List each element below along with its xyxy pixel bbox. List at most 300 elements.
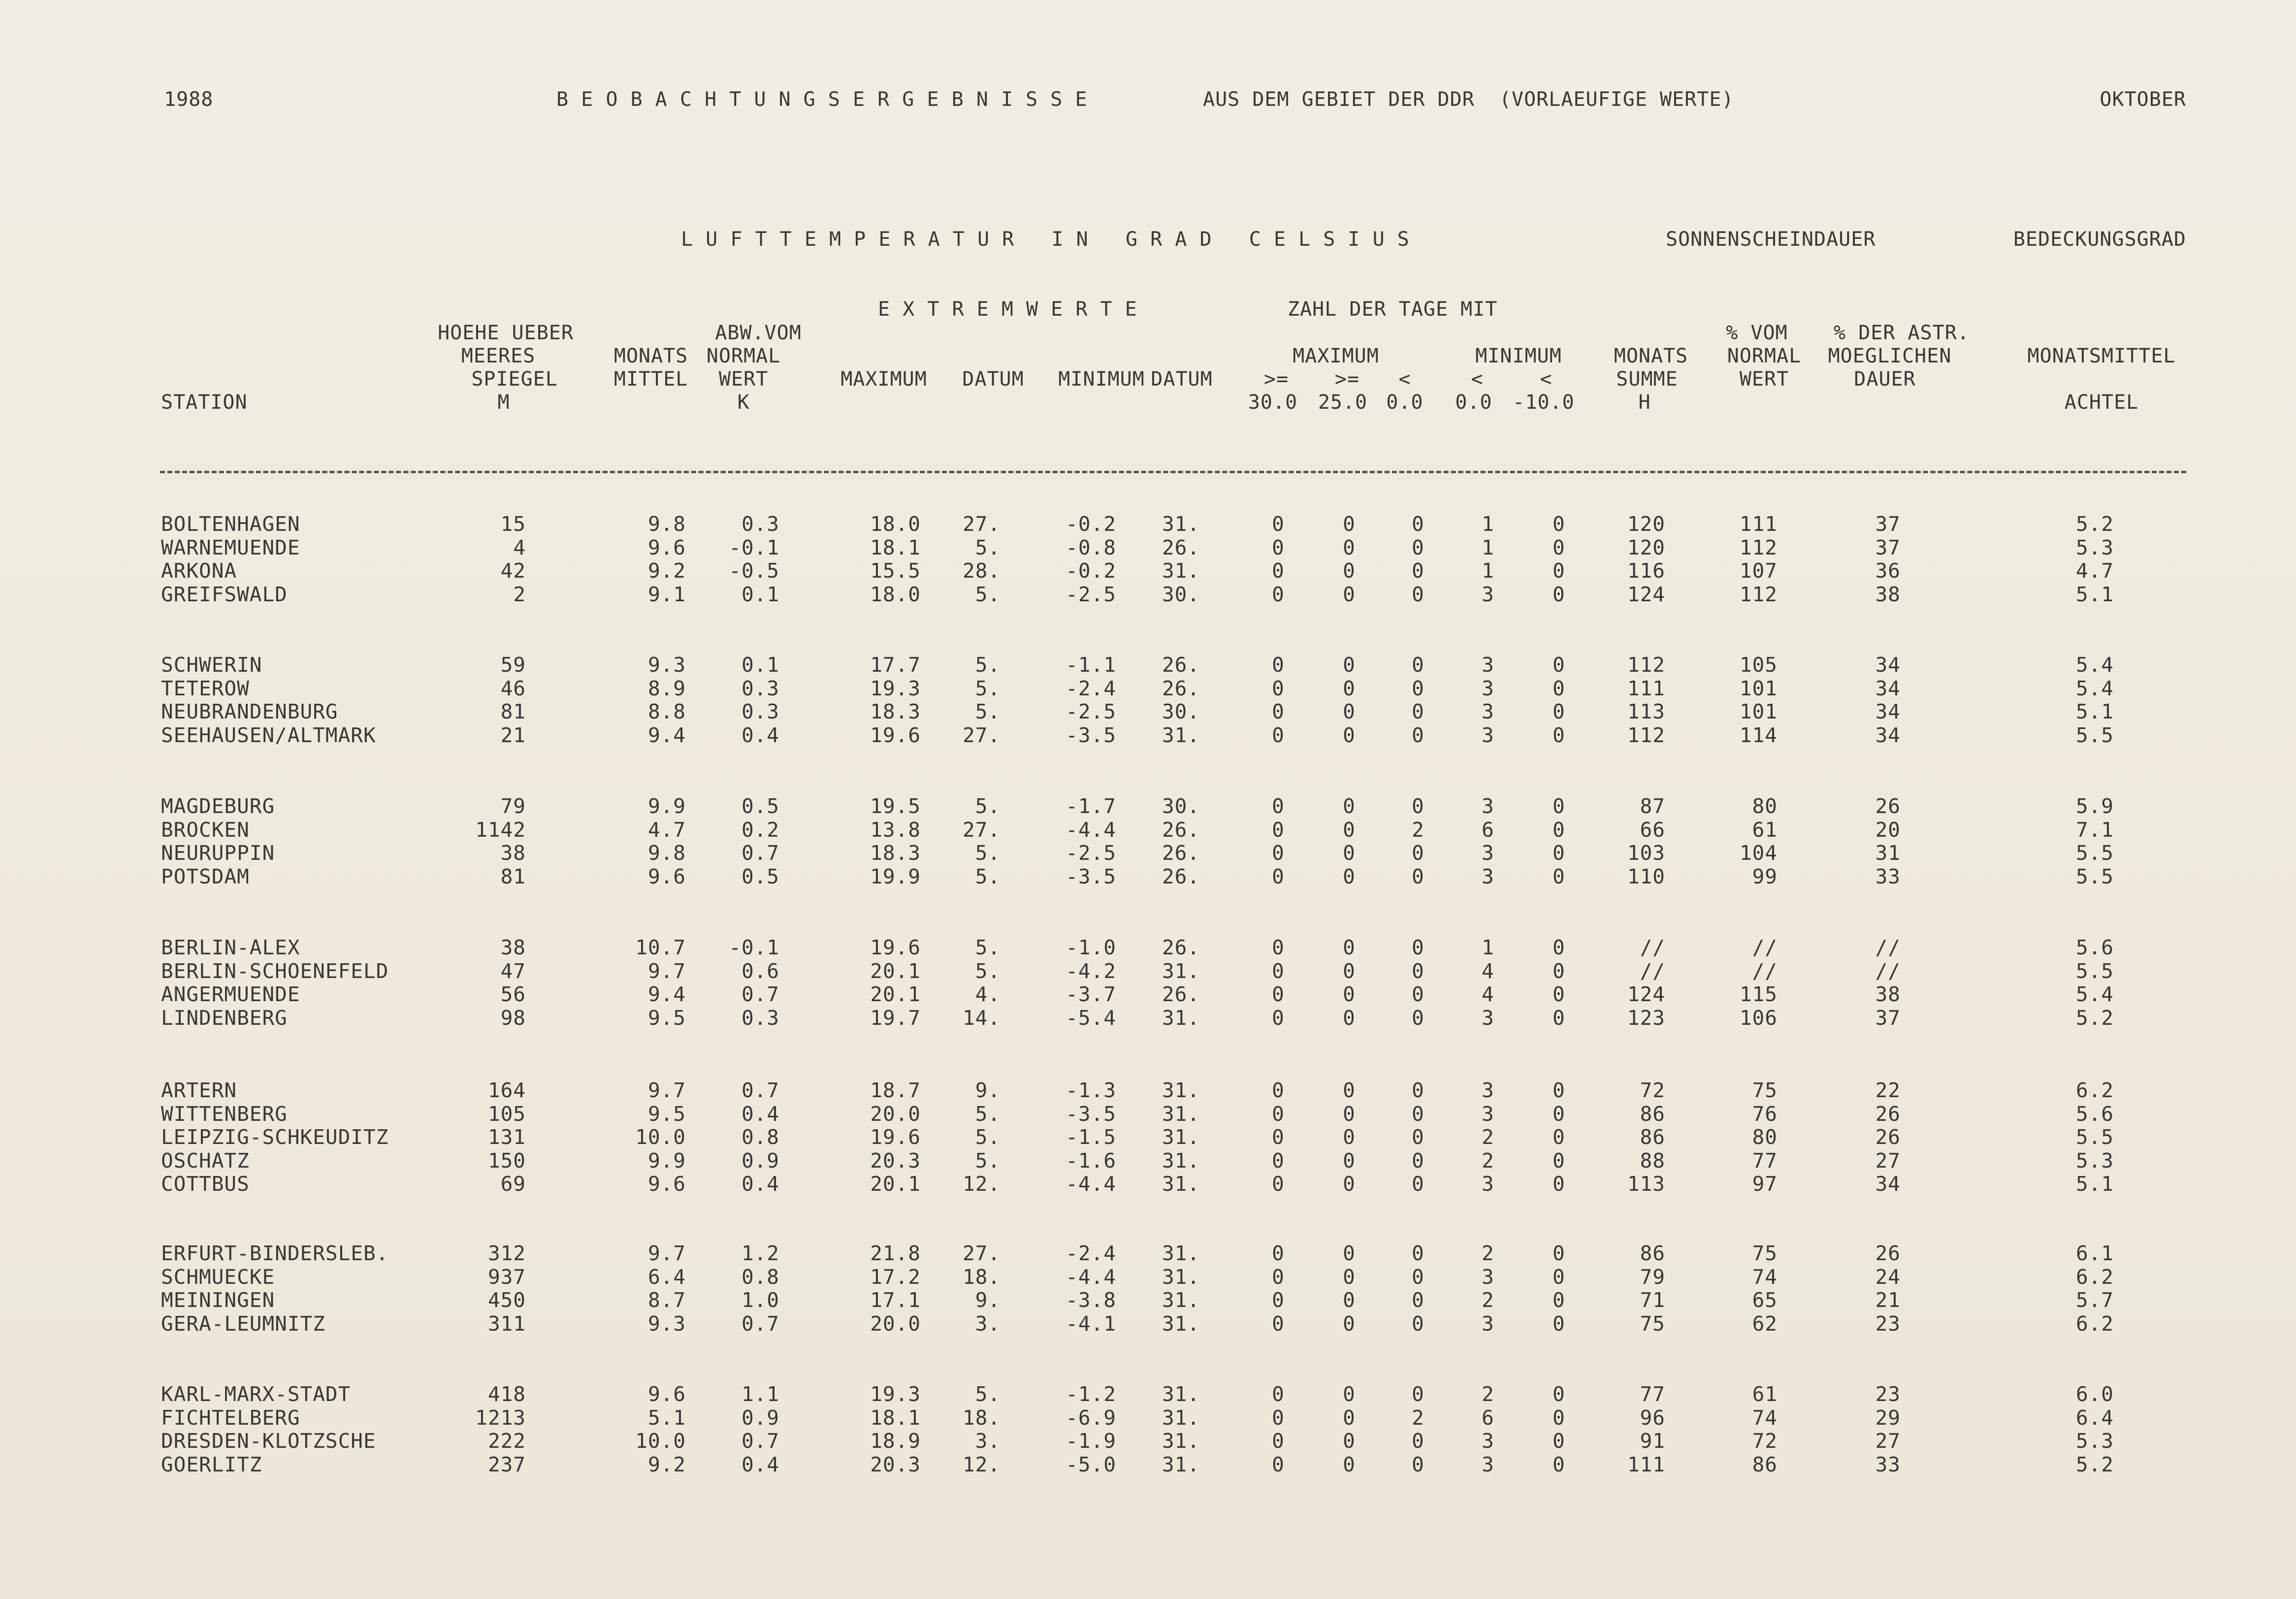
cell-sun-sum: 112 [1627, 653, 1665, 677]
cell-days-max-lt0: 0 [1412, 1148, 1424, 1173]
cell-maximum: 19.3 [870, 676, 921, 700]
cell-max-date: 18. [962, 1265, 1001, 1289]
cell-max-date: 5. [975, 864, 1001, 888]
cell-days-ge25: 0 [1343, 817, 1356, 842]
cell-days-min-lt0: 2 [1482, 1125, 1494, 1149]
cell-deviation: 0.4 [741, 1452, 779, 1476]
col-sunshine-sum-2: SUMME [1616, 368, 1678, 391]
cell-max-date: 5. [975, 582, 1001, 606]
op-lt-0-min: < [1471, 368, 1484, 391]
day-counts-heading: ZAHL DER TAGE MIT [1288, 298, 1498, 321]
cell-cloud-mean: 5.4 [2075, 982, 2114, 1006]
cell-sun-pct-normal: // [1752, 936, 1778, 959]
cell-sun-pct-astr: 26 [1875, 1102, 1901, 1126]
cell-station: NEUBRANDENBURG [161, 700, 338, 723]
cell-max-date: 5. [975, 841, 1001, 865]
cell-monthly-mean: 9.5 [647, 1102, 686, 1126]
cell-max-date: 5. [975, 676, 1001, 700]
op-lt-0-max: < [1398, 368, 1411, 391]
cell-cloud-mean: 6.0 [2075, 1382, 2114, 1406]
cell-elevation: 164 [487, 1078, 526, 1102]
cell-min-date: 26. [1162, 535, 1200, 559]
cell-days-min-lt0: 3 [1482, 1102, 1494, 1126]
cell-days-min-ltm10: 0 [1552, 1172, 1565, 1196]
op-ge-25: >= [1334, 368, 1360, 391]
cell-days-min-ltm10: 0 [1552, 1006, 1565, 1030]
cell-days-ge25: 0 [1343, 1265, 1356, 1289]
cell-station: SCHMUECKE [161, 1265, 275, 1289]
cell-sun-pct-normal: 75 [1752, 1241, 1778, 1265]
cell-monthly-mean: 9.8 [647, 512, 686, 536]
cell-max-date: 5. [975, 1148, 1001, 1173]
cell-minimum: -1.2 [1066, 1382, 1116, 1406]
cell-station: ANGERMUENDE [161, 982, 300, 1006]
cell-min-date: 31. [1162, 1125, 1200, 1149]
cell-days-min-ltm10: 0 [1552, 582, 1565, 606]
cell-days-ge25: 0 [1343, 1006, 1356, 1030]
cell-days-min-ltm10: 0 [1552, 817, 1565, 842]
cell-days-min-lt0: 1 [1482, 936, 1494, 959]
cell-days-ge25: 0 [1343, 1311, 1356, 1336]
cell-min-date: 31. [1162, 512, 1200, 536]
cell-days-min-lt0: 3 [1482, 794, 1494, 818]
cell-minimum: -4.1 [1066, 1311, 1116, 1336]
cell-sun-sum: 113 [1627, 1172, 1665, 1196]
cell-sun-pct-astr: 24 [1875, 1265, 1901, 1289]
cell-days-ge25: 0 [1343, 1078, 1356, 1102]
cell-station: ARTERN [161, 1078, 237, 1102]
cell-days-ge30: 0 [1272, 1078, 1285, 1102]
cell-days-min-lt0: 3 [1482, 1078, 1494, 1102]
col-days-minimum: MINIMUM [1475, 345, 1562, 367]
cell-deviation: 0.7 [741, 1429, 779, 1453]
cell-maximum: 18.0 [870, 512, 921, 536]
cell-deviation: 0.5 [741, 794, 779, 818]
cell-days-ge30: 0 [1272, 723, 1285, 747]
cell-days-min-lt0: 1 [1482, 535, 1494, 559]
cell-days-ge30: 0 [1272, 817, 1285, 842]
cell-sun-sum: 71 [1640, 1288, 1665, 1312]
cell-maximum: 18.1 [870, 535, 921, 559]
cell-sun-pct-astr: 20 [1875, 817, 1901, 842]
cell-minimum: -3.8 [1066, 1288, 1116, 1312]
cell-sun-sum: 77 [1640, 1382, 1665, 1406]
cell-days-min-lt0: 3 [1482, 864, 1494, 888]
cell-min-date: 31. [1162, 1148, 1200, 1173]
cell-maximum: 20.1 [870, 1172, 921, 1196]
cell-monthly-mean: 9.7 [647, 1078, 686, 1102]
cell-minimum: -2.4 [1066, 1241, 1116, 1265]
cell-elevation: 81 [500, 700, 526, 723]
cell-elevation: 15 [500, 512, 526, 536]
cell-days-ge25: 0 [1343, 959, 1356, 983]
cell-minimum: -3.5 [1066, 723, 1116, 747]
cell-elevation: 450 [487, 1288, 526, 1312]
cell-monthly-mean: 9.9 [647, 794, 686, 818]
cell-station: DRESDEN-KLOTZSCHE [161, 1429, 376, 1453]
col-elevation: HOEHE UEBER [438, 322, 574, 344]
cell-elevation: 38 [500, 936, 526, 959]
cell-station: ARKONA [161, 559, 237, 583]
cell-max-date: 28. [962, 559, 1001, 583]
cell-max-date: 3. [975, 1429, 1001, 1453]
col-minimum: MINIMUM [1058, 368, 1145, 391]
header-rule [160, 471, 2186, 473]
cell-max-date: 12. [962, 1172, 1001, 1196]
cell-cloud-mean: 5.1 [2075, 700, 2114, 723]
cell-minimum: -0.2 [1066, 512, 1116, 536]
cell-max-date: 3. [975, 1311, 1001, 1336]
cell-days-ge30: 0 [1272, 982, 1285, 1006]
cell-monthly-mean: 9.4 [647, 723, 686, 747]
cell-maximum: 18.7 [870, 1078, 921, 1102]
cell-days-min-ltm10: 0 [1552, 723, 1565, 747]
cell-days-ge30: 0 [1272, 1241, 1285, 1265]
cell-deviation: 0.5 [741, 864, 779, 888]
cell-sun-pct-astr: 26 [1875, 1241, 1901, 1265]
cell-days-ge30: 0 [1272, 1148, 1285, 1173]
cell-min-date: 31. [1162, 1006, 1200, 1030]
cell-sun-pct-normal: 114 [1739, 723, 1778, 747]
cell-elevation: 1142 [475, 817, 526, 842]
op-ge-30: >= [1263, 368, 1289, 391]
cell-monthly-mean: 9.7 [647, 1241, 686, 1265]
cell-maximum: 20.0 [870, 1102, 921, 1126]
cell-sun-sum: 96 [1640, 1405, 1665, 1430]
air-temperature-heading: L U F T T E M P E R A T U R I N G R A D C E L S I U S [681, 228, 1410, 251]
cell-days-min-lt0: 4 [1482, 959, 1494, 983]
cell-cloud-mean: 5.6 [2075, 1102, 2114, 1126]
threshold-25: 25.0 [1318, 391, 1368, 414]
cell-min-date: 31. [1162, 1102, 1200, 1126]
cell-days-min-ltm10: 0 [1552, 1102, 1565, 1126]
cell-days-ge30: 0 [1272, 794, 1285, 818]
cell-minimum: -1.6 [1066, 1148, 1116, 1173]
cell-days-min-ltm10: 0 [1552, 936, 1565, 959]
cell-min-date: 31. [1162, 559, 1200, 583]
cell-days-max-lt0: 0 [1412, 676, 1424, 700]
cell-days-max-lt0: 0 [1412, 582, 1424, 606]
cell-monthly-mean: 9.5 [647, 1006, 686, 1030]
cell-station: NEURUPPIN [161, 841, 275, 865]
cell-deviation: 0.2 [741, 817, 779, 842]
cell-min-date: 26. [1162, 936, 1200, 959]
cell-days-max-lt0: 0 [1412, 1382, 1424, 1406]
cell-sun-sum: 87 [1640, 794, 1665, 818]
cell-minimum: -2.4 [1066, 676, 1116, 700]
cell-sun-pct-astr: 22 [1875, 1078, 1901, 1102]
cell-days-min-ltm10: 0 [1552, 676, 1565, 700]
cell-days-min-ltm10: 0 [1552, 535, 1565, 559]
cell-elevation: 98 [500, 1006, 526, 1030]
cell-monthly-mean: 9.8 [647, 841, 686, 865]
col-sunshine-pct-astr: % DER ASTR. [1834, 322, 1970, 344]
cell-elevation: 21 [500, 723, 526, 747]
cell-days-ge30: 0 [1272, 936, 1285, 959]
cell-elevation: 1213 [475, 1405, 526, 1430]
cell-days-ge25: 0 [1343, 1288, 1356, 1312]
cell-days-ge30: 0 [1272, 1172, 1285, 1196]
cell-days-ge25: 0 [1343, 582, 1356, 606]
cell-sun-sum: 120 [1627, 535, 1665, 559]
cell-days-ge30: 0 [1272, 676, 1285, 700]
cell-deviation: 0.4 [741, 1172, 779, 1196]
cell-sun-pct-normal: 104 [1739, 841, 1778, 865]
cell-station: WARNEMUENDE [161, 535, 300, 559]
cell-days-ge25: 0 [1343, 1241, 1356, 1265]
cell-minimum: -1.7 [1066, 794, 1116, 818]
cell-elevation: 79 [500, 794, 526, 818]
cell-deviation: 1.1 [741, 1382, 779, 1406]
cell-sun-sum: 72 [1640, 1078, 1665, 1102]
cell-max-date: 5. [975, 1102, 1001, 1126]
cell-maximum: 20.1 [870, 959, 921, 983]
cell-monthly-mean: 8.7 [647, 1288, 686, 1312]
cell-max-date: 27. [962, 1241, 1001, 1265]
cell-station: ERFURT-BINDERSLEB. [161, 1241, 389, 1265]
cell-max-date: 5. [975, 700, 1001, 723]
cell-sun-pct-normal: 74 [1752, 1405, 1778, 1430]
cell-days-max-lt0: 0 [1412, 559, 1424, 583]
cell-days-max-lt0: 0 [1412, 535, 1424, 559]
cell-sun-pct-normal: 115 [1739, 982, 1778, 1006]
cell-days-min-lt0: 3 [1482, 723, 1494, 747]
cell-cloud-mean: 5.6 [2075, 936, 2114, 959]
cell-days-max-lt0: 0 [1412, 1241, 1424, 1265]
cell-monthly-mean: 9.3 [647, 1311, 686, 1336]
cell-deviation: 0.1 [741, 653, 779, 677]
cell-days-min-lt0: 4 [1482, 982, 1494, 1006]
cell-sun-pct-normal: 77 [1752, 1148, 1778, 1173]
cell-days-ge25: 0 [1343, 794, 1356, 818]
cell-days-ge30: 0 [1272, 864, 1285, 888]
cell-maximum: 18.0 [870, 582, 921, 606]
cell-days-min-lt0: 6 [1482, 1405, 1494, 1430]
cell-elevation: 42 [500, 559, 526, 583]
cell-days-max-lt0: 0 [1412, 1311, 1424, 1336]
cell-cloud-mean: 5.5 [2075, 841, 2114, 865]
cell-days-min-ltm10: 0 [1552, 1452, 1565, 1476]
cell-sun-pct-astr: 26 [1875, 794, 1901, 818]
cell-days-max-lt0: 0 [1412, 841, 1424, 865]
cell-maximum: 18.3 [870, 841, 921, 865]
cell-max-date: 5. [975, 535, 1001, 559]
cell-cloud-mean: 6.1 [2075, 1241, 2114, 1265]
cell-min-date: 31. [1162, 1452, 1200, 1476]
cell-days-ge25: 0 [1343, 982, 1356, 1006]
cell-cloud-mean: 5.2 [2075, 512, 2114, 536]
col-deviation-unit: K [737, 391, 750, 414]
cell-max-date: 5. [975, 1125, 1001, 1149]
report-title: B E O B A C H T U N G S E R G E B N I S S E [556, 88, 1088, 111]
cell-deviation: 0.8 [741, 1265, 779, 1289]
cell-sun-pct-normal: 101 [1739, 700, 1778, 723]
cell-days-ge25: 0 [1343, 841, 1356, 865]
cell-sun-pct-astr: 38 [1875, 982, 1901, 1006]
cell-monthly-mean: 6.4 [647, 1265, 686, 1289]
cell-cloud-mean: 5.3 [2075, 1429, 2114, 1453]
cell-minimum: -1.1 [1066, 653, 1116, 677]
cell-sun-sum: 124 [1627, 982, 1665, 1006]
col-monthly-mean-2: MITTEL [614, 368, 688, 391]
cell-minimum: -3.5 [1066, 864, 1116, 888]
cell-station: LEIPZIG-SCHKEUDITZ [161, 1125, 389, 1149]
col-elevation-unit: M [497, 391, 510, 414]
cell-deviation: 0.4 [741, 1102, 779, 1126]
col-sunshine-pct-normal: % VOM [1726, 322, 1788, 344]
cell-sun-pct-normal: 72 [1752, 1429, 1778, 1453]
cell-sun-pct-normal: 80 [1752, 794, 1778, 818]
cell-sun-pct-astr: 37 [1875, 535, 1901, 559]
cell-cloud-mean: 6.4 [2075, 1405, 2114, 1430]
cell-deviation: 0.7 [741, 1311, 779, 1336]
cell-sun-sum: 120 [1627, 512, 1665, 536]
cell-sun-pct-astr: 37 [1875, 1006, 1901, 1030]
cell-sun-pct-astr: 26 [1875, 1125, 1901, 1149]
cell-sun-pct-normal: 99 [1752, 864, 1778, 888]
cell-elevation: 131 [487, 1125, 526, 1149]
cell-days-ge30: 0 [1272, 700, 1285, 723]
cell-days-min-lt0: 2 [1482, 1241, 1494, 1265]
cell-sun-pct-normal: 74 [1752, 1265, 1778, 1289]
cell-sun-pct-normal: 107 [1739, 559, 1778, 583]
cell-sun-sum: 116 [1627, 559, 1665, 583]
cell-max-date: 27. [962, 723, 1001, 747]
cell-sun-sum: 124 [1627, 582, 1665, 606]
cell-cloud-mean: 6.2 [2075, 1265, 2114, 1289]
cell-min-date: 26. [1162, 841, 1200, 865]
cell-sun-pct-normal: 61 [1752, 817, 1778, 842]
cell-sun-pct-astr: 23 [1875, 1311, 1901, 1336]
cell-elevation: 150 [487, 1148, 526, 1173]
cell-maximum: 19.5 [870, 794, 921, 818]
cell-min-date: 31. [1162, 1429, 1200, 1453]
cell-sun-pct-normal: 65 [1752, 1288, 1778, 1312]
cell-days-min-ltm10: 0 [1552, 1382, 1565, 1406]
cell-days-ge30: 0 [1272, 559, 1285, 583]
cell-sun-sum: // [1640, 936, 1665, 959]
cell-days-ge30: 0 [1272, 1429, 1285, 1453]
cell-sun-pct-astr: 34 [1875, 1172, 1901, 1196]
cell-cloud-mean: 5.5 [2075, 864, 2114, 888]
cell-sun-pct-astr: 34 [1875, 723, 1901, 747]
cell-days-ge30: 0 [1272, 582, 1285, 606]
cell-monthly-mean: 9.6 [647, 1172, 686, 1196]
cell-station: MAGDEBURG [161, 794, 275, 818]
cell-days-min-lt0: 3 [1482, 1311, 1494, 1336]
cell-days-ge30: 0 [1272, 1311, 1285, 1336]
cell-sun-sum: // [1640, 959, 1665, 983]
cell-days-ge30: 0 [1272, 1102, 1285, 1126]
cell-deviation: 0.3 [741, 1006, 779, 1030]
cell-days-min-lt0: 3 [1482, 1452, 1494, 1476]
cell-days-min-ltm10: 0 [1552, 959, 1565, 983]
cell-days-max-lt0: 0 [1412, 1172, 1424, 1196]
cell-cloud-mean: 5.4 [2075, 653, 2114, 677]
cell-sun-pct-normal: 105 [1739, 653, 1778, 677]
cell-station: COTTBUS [161, 1172, 250, 1196]
cell-station: TETEROW [161, 676, 250, 700]
cell-minimum: -1.0 [1066, 936, 1116, 959]
cell-days-max-lt0: 0 [1412, 1429, 1424, 1453]
cell-max-date: 4. [975, 982, 1001, 1006]
cell-sun-pct-normal: 97 [1752, 1172, 1778, 1196]
cell-minimum: -2.5 [1066, 582, 1116, 606]
cell-station: SCHWERIN [161, 653, 262, 677]
cell-days-ge30: 0 [1272, 1265, 1285, 1289]
cell-deviation: 0.3 [741, 676, 779, 700]
cell-max-date: 5. [975, 794, 1001, 818]
cell-station: BERLIN-SCHOENEFELD [161, 959, 389, 983]
cell-min-date: 30. [1162, 700, 1200, 723]
cell-monthly-mean: 9.1 [647, 582, 686, 606]
cell-days-min-lt0: 6 [1482, 817, 1494, 842]
cell-max-date: 9. [975, 1078, 1001, 1102]
cell-monthly-mean: 9.6 [647, 535, 686, 559]
cell-days-min-ltm10: 0 [1552, 700, 1565, 723]
cell-elevation: 2 [513, 582, 526, 606]
cell-cloud-mean: 5.1 [2075, 582, 2114, 606]
cell-min-date: 26. [1162, 982, 1200, 1006]
col-sunshine-pct-astr-3: DAUER [1854, 368, 1916, 391]
cell-days-max-lt0: 0 [1412, 959, 1424, 983]
cell-days-max-lt0: 0 [1412, 1102, 1424, 1126]
cell-minimum: -1.3 [1066, 1078, 1116, 1102]
col-sunshine-pct-normal-2: NORMAL [1727, 345, 1802, 367]
cell-sun-pct-astr: 33 [1875, 864, 1901, 888]
cell-station: KARL-MARX-STADT [161, 1382, 351, 1406]
cell-station: GREIFSWALD [161, 582, 288, 606]
cell-deviation: 0.7 [741, 841, 779, 865]
col-station: STATION [161, 391, 248, 414]
cell-days-min-lt0: 3 [1482, 1006, 1494, 1030]
cell-station: GERA-LEUMNITZ [161, 1311, 325, 1336]
cell-sun-sum: 66 [1640, 817, 1665, 842]
cell-min-date: 26. [1162, 676, 1200, 700]
cell-cloud-mean: 5.5 [2075, 959, 2114, 983]
cell-days-ge25: 0 [1343, 1429, 1356, 1453]
cell-days-max-lt0: 0 [1412, 1452, 1424, 1476]
cell-days-min-ltm10: 0 [1552, 1288, 1565, 1312]
cell-station: BROCKEN [161, 817, 250, 842]
cell-min-date: 31. [1162, 959, 1200, 983]
cell-station: BOLTENHAGEN [161, 512, 300, 536]
extreme-values-heading: E X T R E M W E R T E [878, 298, 1137, 321]
cell-sun-pct-astr: 27 [1875, 1148, 1901, 1173]
cell-maximum: 19.6 [870, 936, 921, 959]
cell-maximum: 15.5 [870, 559, 921, 583]
cell-minimum: -4.2 [1066, 959, 1116, 983]
cell-days-ge30: 0 [1272, 1125, 1285, 1149]
cell-days-min-lt0: 3 [1482, 653, 1494, 677]
cell-station: LINDENBERG [161, 1006, 288, 1030]
cell-days-min-lt0: 3 [1482, 841, 1494, 865]
cell-days-max-lt0: 0 [1412, 982, 1424, 1006]
cell-days-max-lt0: 0 [1412, 723, 1424, 747]
cell-days-max-lt0: 0 [1412, 794, 1424, 818]
cell-monthly-mean: 9.7 [647, 959, 686, 983]
cell-days-ge25: 0 [1343, 559, 1356, 583]
cell-deviation: 1.2 [741, 1241, 779, 1265]
cell-days-min-lt0: 3 [1482, 1429, 1494, 1453]
cell-days-ge25: 0 [1343, 653, 1356, 677]
cell-sun-sum: 91 [1640, 1429, 1665, 1453]
col-monthly-mean: MONATS [614, 345, 688, 367]
cell-sun-pct-astr: 23 [1875, 1382, 1901, 1406]
col-maximum: MAXIMUM [841, 368, 927, 391]
cell-sun-pct-normal: 61 [1752, 1382, 1778, 1406]
cell-maximum: 20.3 [870, 1452, 921, 1476]
